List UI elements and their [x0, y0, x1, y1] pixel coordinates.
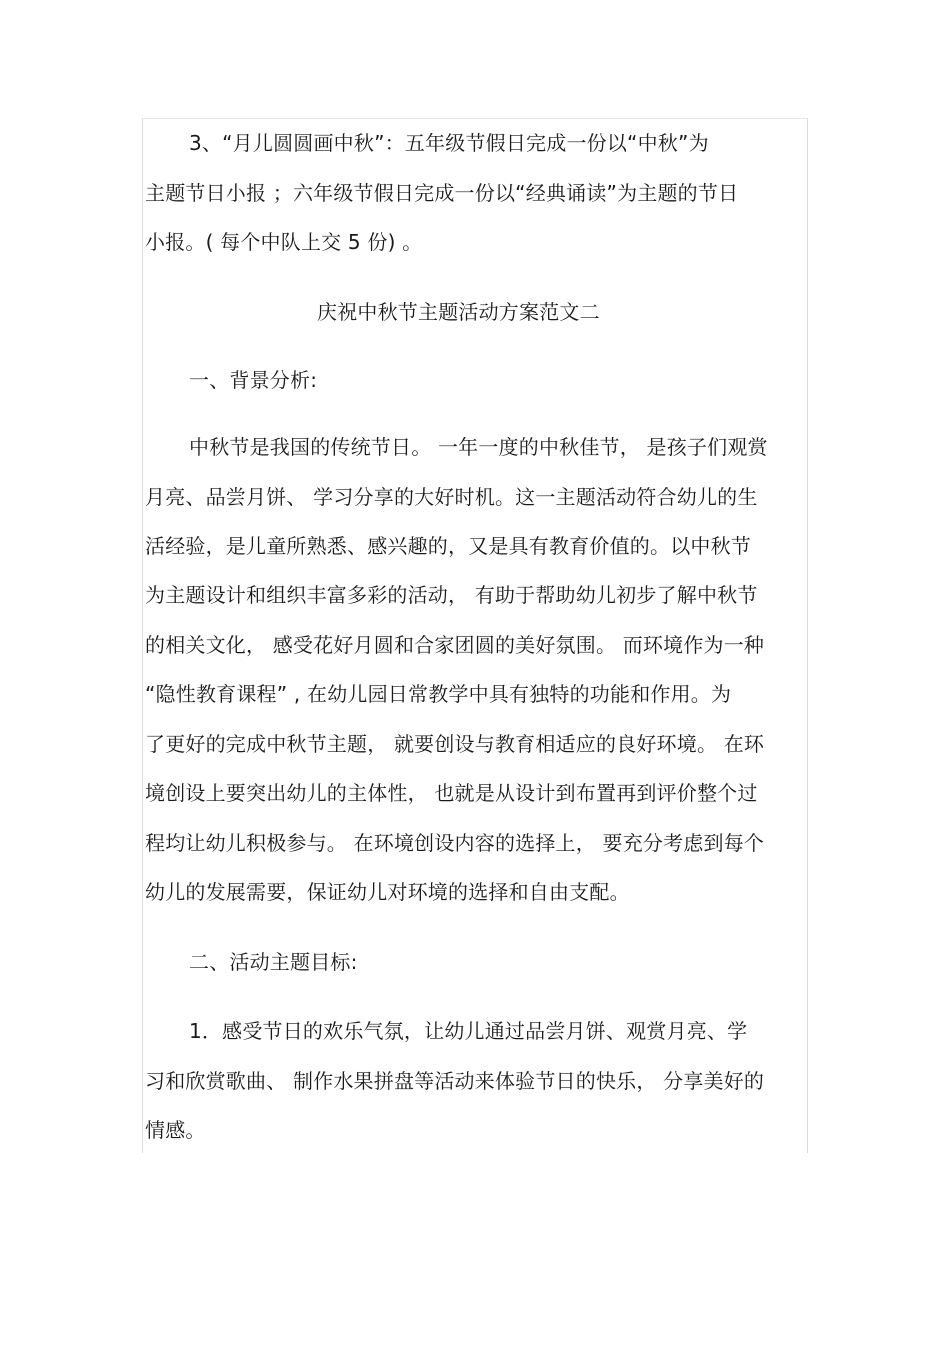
- paragraph-line-11: 境创设上要突出幼儿的主体性， 也就是从设计到布置再到评价整个过: [145, 781, 758, 805]
- paragraph-line-14: 1．感受节日的欢乐气氛，让幼儿通过品尝月饼、观赏月亮、学: [189, 1019, 748, 1043]
- paragraph-line-2: 主题节日小报 ；六年级节假日完成一份以“经典诵读”为主题的节日: [145, 181, 739, 205]
- heading-background: 一、背景分析:: [189, 368, 318, 392]
- paragraph-line-3: 小报。( 每个中队上交 5 份) 。: [145, 230, 423, 254]
- paragraph-line-10: 了更好的完成中秋节主题， 就要创设与教育相适应的良好环境。 在环: [145, 732, 765, 756]
- paragraph-line-9: “隐性教育课程” , 在幼儿园日常教学中具有独特的功能和作用。为: [145, 682, 732, 706]
- paragraph-line-6: 活经验，是儿童所熟悉、感兴趣的，又是具有教育价值的。以中秋节: [145, 534, 751, 558]
- paragraph-line-13: 幼儿的发展需要，保证幼儿对环境的选择和自由支配。: [145, 880, 630, 904]
- paragraph-line-16: 情感。: [145, 1118, 206, 1142]
- paragraph-line-8: 的相关文化， 感受花好月圆和合家团圆的美好氛围。 而环境作为一种: [145, 633, 765, 657]
- heading-goals: 二、活动主题目标:: [189, 950, 358, 974]
- paragraph-line-7: 为主题设计和组织丰富多彩的活动， 有助于帮助幼儿初步了解中秋节: [145, 583, 758, 607]
- paragraph-line-5: 月亮、品尝月饼、 学习分享的大好时机。这一主题活动符合幼儿的生: [145, 485, 758, 509]
- paragraph-line-15: 习和欣赏歌曲、 制作水果拼盘等活动来体验节日的快乐， 分享美好的: [145, 1069, 765, 1093]
- paragraph-line-1: 3、“月儿圆圆画中秋”：五年级节假日完成一份以“中秋”为: [189, 131, 709, 155]
- paragraph-line-12: 程均让幼儿积极参与。 在环境创设内容的选择上， 要充分考虑到每个: [145, 831, 765, 855]
- paragraph-line-4: 中秋节是我国的传统节日。 一年一度的中秋佳节， 是孩子们观赏: [189, 435, 768, 459]
- section-title: 庆祝中秋节主题活动方案范文二: [317, 300, 600, 324]
